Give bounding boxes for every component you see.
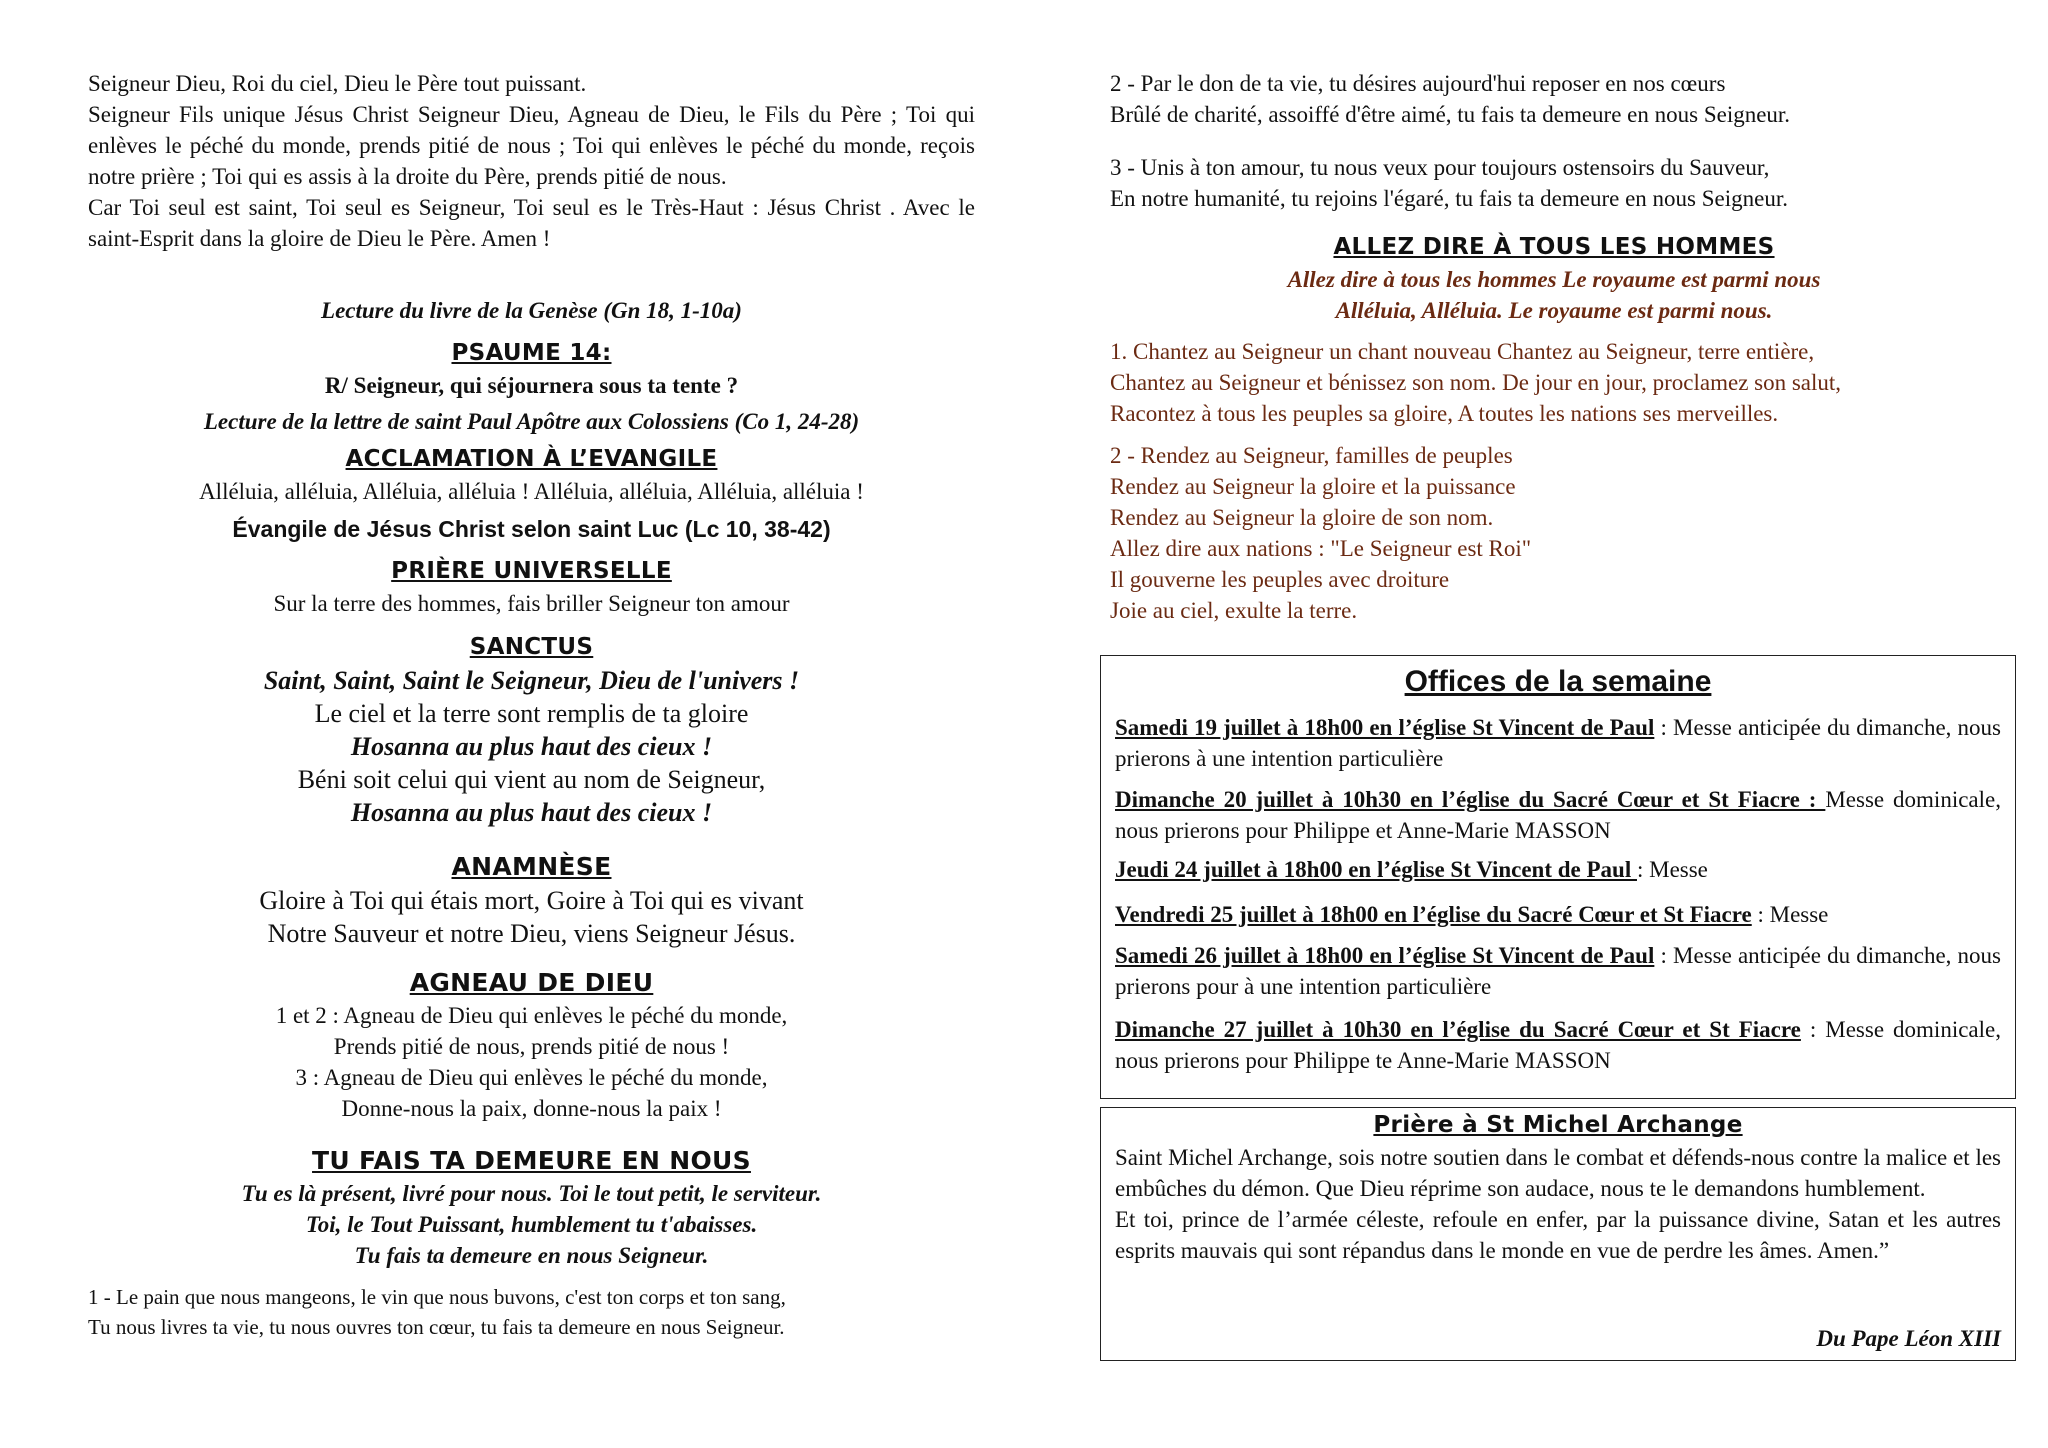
office-when: Samedi 19 juillet à 18h00 en l’église St Vincent de Paul bbox=[1115, 715, 1655, 740]
allez-title: ALLEZ DIRE À TOUS LES HOMMES bbox=[1333, 234, 1775, 260]
office-when: Jeudi 24 juillet à 18h00 en l’église St Vincent de Paul bbox=[1115, 857, 1637, 882]
michel-paragraph: Et toi, prince de l’armée céleste, refoule en enfer, par la puissance divine, Satan et les autres esprits mauvais qui sont répandus dans le monde en vue de perdre les âmes. Amen.” bbox=[1115, 1207, 2001, 1263]
psaume-refrain: R/ Seigneur, qui séjournera sous ta tente ? bbox=[324, 373, 739, 398]
anamnese-line: Gloire à Toi qui étais mort, Goire à Toi qui es vivant bbox=[259, 886, 804, 915]
office-when: Dimanche 27 juillet à 10h30 en l’église du Sacré Cœur et St Fiacre bbox=[1115, 1017, 1801, 1042]
sanctus-line: Béni soit celui qui vient au nom de Seigneur, bbox=[297, 765, 766, 794]
anamnese-line: Notre Sauveur et notre Dieu, viens Seigneur Jésus. bbox=[267, 919, 796, 948]
demeure-verse-line: 3 - Unis à ton amour, tu nous veux pour toujours ostensoirs du Sauveur, bbox=[1110, 155, 1770, 180]
psaume-title: PSAUME 14: bbox=[451, 340, 612, 366]
demeure-verse-line: 2 - Par le don de ta vie, tu désires aujourd'hui reposer en nos cœurs bbox=[1110, 71, 1726, 96]
office-what: : Messe anticipée du dimanche, nous prierons pour à une intention particulière bbox=[1115, 943, 2002, 999]
demeure-verse-1 bbox=[88, 1282, 975, 1342]
demeure-verse-line: Brûlé de charité, assoiffé d'être aimé, tu fais ta demeure en nous Seigneur. bbox=[1110, 102, 1791, 127]
office-item bbox=[1115, 1014, 2001, 1076]
anamnese-title: ANAMNÈSE bbox=[451, 852, 612, 881]
agneau-line: Donne-nous la paix, donne-nous la paix ! bbox=[341, 1096, 722, 1121]
office-item bbox=[1115, 940, 2001, 1002]
sanctus-line: Saint, Saint, Saint le Seigneur, Dieu de l'univers ! bbox=[263, 666, 800, 695]
gloria-line: Seigneur Dieu, Roi du ciel, Dieu le Père tout puissant. bbox=[88, 71, 587, 96]
allez-refrain bbox=[1100, 264, 2008, 326]
office-item bbox=[1115, 712, 2001, 774]
michel-title: Prière à St Michel Archange bbox=[1373, 1112, 1743, 1138]
agneau-text bbox=[88, 1000, 975, 1124]
allez-verse-line: Chantez au Seigneur et bénissez son nom. De jour en jour, proclamez son salut, bbox=[1110, 370, 1842, 395]
sanctus-title: SANCTUS bbox=[469, 634, 594, 660]
offices-title: Offices de la semaine bbox=[1404, 665, 1712, 698]
demeure-verse-2 bbox=[1110, 68, 2008, 130]
office-what: : Messe anticipée du dimanche, nous prierons à une intention particulière bbox=[1115, 715, 2002, 771]
allez-verse-line: Rendez au Seigneur la gloire de son nom. bbox=[1110, 505, 1494, 530]
evangile-ref: Évangile de Jésus Christ selon saint Luc (Lc 10, 38-42) bbox=[232, 516, 831, 542]
anamnese-text bbox=[88, 884, 975, 950]
allez-verse-line: 2 - Rendez au Seigneur, familles de peuples bbox=[1110, 443, 1513, 468]
office-what: : Messe bbox=[1636, 857, 1708, 882]
demeure-verse-line: Tu nous livres ta vie, tu nous ouvres ton cœur, tu fais ta demeure en nous Seigneur. bbox=[88, 1315, 785, 1339]
office-item bbox=[1115, 899, 2001, 930]
allez-verse-line: 1. Chantez au Seigneur un chant nouveau Chantez au Seigneur, terre entière, bbox=[1110, 339, 1815, 364]
demeure-title: TU FAIS TA DEMEURE EN NOUS bbox=[312, 1146, 751, 1175]
office-what: : Messe bbox=[1751, 902, 1829, 927]
allez-refrain-line: Alléluia, Alléluia. Le royaume est parmi nous. bbox=[1335, 298, 1773, 323]
allez-verse-line: Joie au ciel, exulte la terre. bbox=[1110, 598, 1358, 623]
gloria-line: Car Toi seul est saint, Toi seul es Seigneur, Toi seul es le Très-Haut : Jésus Christ . Avec le saint-Esprit dans la gloire de Dieu le Père. Amen ! bbox=[88, 195, 975, 251]
demeure-verse-line: 1 - Le pain que nous mangeons, le vin que nous buvons, c'est ton corps et ton sang, bbox=[88, 1285, 786, 1309]
offices-box bbox=[1100, 655, 2016, 1099]
allez-verse-line: Rendez au Seigneur la gloire et la puissance bbox=[1110, 474, 1516, 499]
office-what: : Messe dominicale, nous prierons pour Philippe te Anne-Marie MASSON bbox=[1115, 1017, 2001, 1073]
michel-box bbox=[1100, 1107, 2016, 1361]
demeure-refrain-line: Tu fais ta demeure en nous Seigneur. bbox=[354, 1243, 709, 1268]
demeure-verse-line: En notre humanité, tu rejoins l'égaré, tu fais ta demeure en nous Seigneur. bbox=[1110, 186, 1788, 211]
acclamation-title: ACCLAMATION À L’EVANGILE bbox=[345, 446, 718, 472]
michel-signature: Du Pape Léon XIII bbox=[1816, 1326, 2001, 1351]
demeure-verse-3 bbox=[1110, 152, 2008, 214]
michel-text bbox=[1115, 1142, 2001, 1266]
allez-verse-1 bbox=[1110, 336, 2008, 429]
sanctus-line: Le ciel et la terre sont remplis de ta gloire bbox=[314, 699, 749, 728]
agneau-line: 1 et 2 : Agneau de Dieu qui enlèves le péché du monde, bbox=[275, 1003, 788, 1028]
allez-verse-2 bbox=[1110, 440, 2008, 626]
offices-list bbox=[1115, 712, 2001, 1076]
agneau-line: Prends pitié de nous, prends pitié de nous ! bbox=[333, 1034, 730, 1059]
sanctus-line: Hosanna au plus haut des cieux ! bbox=[350, 732, 713, 761]
acclamation-text: Alléluia, alléluia, Alléluia, alléluia ! Alléluia, alléluia, Alléluia, alléluia ! bbox=[199, 479, 864, 504]
office-what: Messe dominicale, nous prierons pour Philippe et Anne-Marie MASSON bbox=[1115, 787, 2001, 843]
sanctus-line: Hosanna au plus haut des cieux ! bbox=[350, 798, 713, 827]
demeure-refrain-line: Tu es là présent, livré pour nous. Toi le tout petit, le serviteur. bbox=[241, 1181, 822, 1206]
gloria-text bbox=[88, 68, 975, 254]
priere-universelle-text: Sur la terre des hommes, fais briller Seigneur ton amour bbox=[273, 591, 790, 616]
priere-universelle-title: PRIÈRE UNIVERSELLE bbox=[391, 558, 672, 584]
michel-paragraph: Saint Michel Archange, sois notre soutien dans le combat et défends-nous contre la malice et les embûches du démon. Que Dieu réprime son audace, nous te le demandons humblement. bbox=[1115, 1145, 2001, 1201]
lecture-genese: Lecture du livre de la Genèse (Gn 18, 1-10a) bbox=[321, 298, 742, 323]
office-when: Dimanche 20 juillet à 10h30 en l’église du Sacré Cœur et St Fiacre : bbox=[1115, 787, 1826, 812]
office-item bbox=[1115, 854, 2001, 885]
office-when: Vendredi 25 juillet à 18h00 en l’église du Sacré Cœur et St Fiacre bbox=[1115, 902, 1752, 927]
allez-verse-line: Il gouverne les peuples avec droiture bbox=[1110, 567, 1450, 592]
office-when: Samedi 26 juillet à 18h00 en l’église St Vincent de Paul bbox=[1115, 943, 1655, 968]
allez-verse-line: Allez dire aux nations : "Le Seigneur est Roi" bbox=[1110, 536, 1532, 561]
demeure-refrain-line: Toi, le Tout Puissant, humblement tu t'abaisses. bbox=[305, 1212, 758, 1237]
agneau-line: 3 : Agneau de Dieu qui enlèves le péché du monde, bbox=[295, 1065, 768, 1090]
demeure-refrain bbox=[88, 1178, 975, 1271]
agneau-title: AGNEAU DE DIEU bbox=[409, 968, 654, 997]
office-item bbox=[1115, 784, 2001, 846]
allez-refrain-line: Allez dire à tous les hommes Le royaume est parmi nous bbox=[1287, 267, 1821, 292]
sanctus-text bbox=[88, 664, 975, 829]
gloria-line: Seigneur Fils unique Jésus Christ Seigneur Dieu, Agneau de Dieu, le Fils du Père ; Toi qui enlèves le péché du monde, prends pitié de nous ; Toi qui enlèves le péché du monde, reçois notre prière ; Toi qui es assis à la droite du Père, prends pitié de nous. bbox=[88, 102, 975, 189]
lecture-colossiens: Lecture de la lettre de saint Paul Apôtre aux Colossiens (Co 1, 24-28) bbox=[203, 409, 860, 434]
allez-verse-line: Racontez à tous les peuples sa gloire, A toutes les nations ses merveilles. bbox=[1110, 401, 1779, 426]
